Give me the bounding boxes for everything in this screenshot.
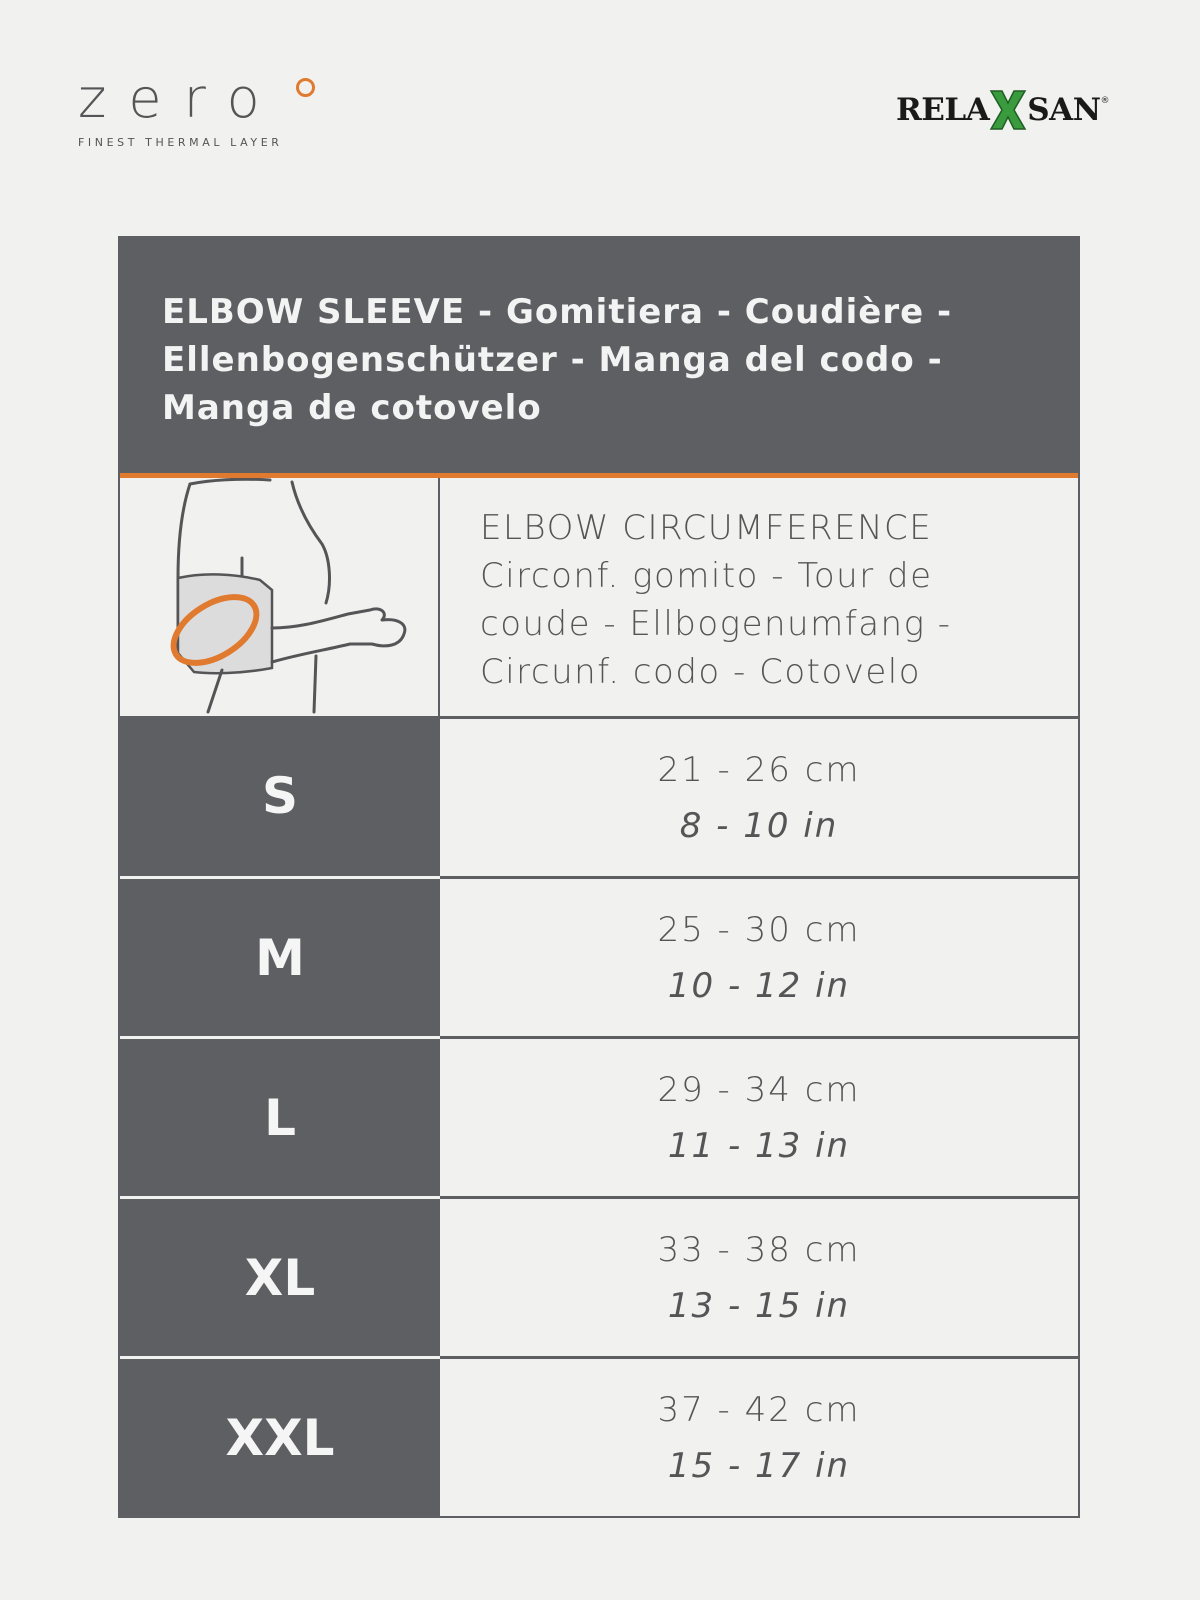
size-cm-range: 37 - 42 cm [657,1389,861,1430]
size-in-range: 15 - 17 in [667,1445,851,1486]
size-label: S [120,716,440,876]
size-in-range: 10 - 12 in [667,965,851,1006]
size-values [440,876,1078,1036]
measure-line: Circunf. codo - Cotovelo [480,652,922,692]
size-in-range: 13 - 15 in [667,1285,851,1326]
zero-tagline: FINEST THERMAL LAYER [78,136,283,149]
size-label: XXL [120,1356,440,1516]
measure-line: ELBOW CIRCUMFERENCE [480,508,933,548]
size-row-m [120,876,1078,1036]
size-in-range: 8 - 10 in [679,805,839,846]
relaxsan-logo [896,84,1136,136]
size-values [440,1356,1078,1516]
size-cm-range: 21 - 26 cm [657,749,861,790]
size-chart [118,236,1080,1518]
size-values [440,1036,1078,1196]
size-values [440,716,1078,876]
size-cm-range: 29 - 34 cm [657,1069,861,1110]
size-label: L [120,1036,440,1196]
relaxsan-right-text: SAN [1027,91,1101,128]
relaxsan-cross-icon [985,87,1031,133]
chart-header [120,238,1078,478]
size-row-xxl [120,1356,1078,1516]
size-values [440,1196,1078,1356]
size-cm-range: 25 - 30 cm [657,909,861,950]
size-row-s [120,716,1078,876]
size-row-l [120,1036,1078,1196]
degree-icon [296,78,315,97]
measure-line: Circonf. gomito - Tour de [480,556,933,596]
zero-wordmark: zero [78,67,282,130]
size-label: XL [120,1196,440,1356]
illustration-cell [120,478,440,716]
size-cm-range: 33 - 38 cm [657,1229,861,1270]
registered-mark: ® [1100,96,1110,106]
size-label: M [120,876,440,1036]
relaxsan-left-text: RELA [896,91,990,128]
measurement-description-cell [440,478,1078,716]
size-in-range: 11 - 13 in [667,1125,851,1166]
measure-line: coude - Ellbogenumfang - [480,604,952,644]
size-row-xl [120,1196,1078,1356]
elbow-circumference-label [480,504,1078,696]
zero-logo [78,67,283,149]
chart-title: ELBOW SLEEVE - Gomitiera - Coudière - Ellenbogenschützer - Manga del codo - Manga de cotovelo [162,292,953,428]
arm-elbow-measure-icon [120,478,438,716]
